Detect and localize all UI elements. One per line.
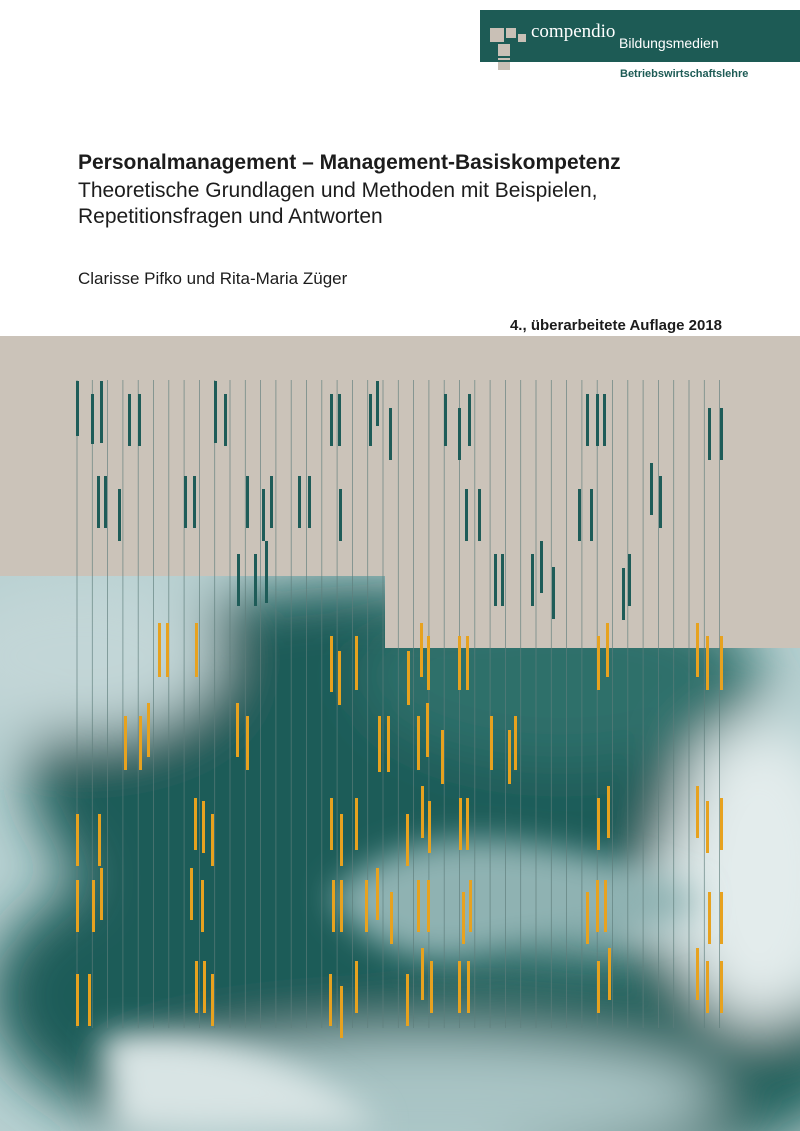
art-bar <box>203 961 206 1013</box>
art-bar <box>202 801 205 853</box>
art-bar <box>427 880 430 932</box>
art-bar <box>427 636 430 690</box>
art-bar <box>76 974 79 1026</box>
art-bar <box>211 974 214 1026</box>
art-bar <box>720 408 723 460</box>
art-bar <box>708 408 711 460</box>
art-bar <box>236 703 239 757</box>
art-bar <box>720 636 723 690</box>
art-bar <box>441 730 444 784</box>
art-bar <box>340 880 343 932</box>
series-label: Betriebswirtschaftslehre <box>620 68 749 80</box>
art-bar <box>138 394 141 446</box>
cover-artwork-graphic <box>0 336 800 1131</box>
art-bar <box>469 880 472 932</box>
art-bar <box>466 636 469 690</box>
art-bar <box>376 381 379 426</box>
art-bar <box>458 408 461 460</box>
art-bar <box>365 880 368 932</box>
art-bar <box>608 948 611 1000</box>
art-bar <box>262 489 265 541</box>
art-bar <box>378 716 381 772</box>
book-authors: Clarisse Pifko und Rita-Maria Züger <box>78 269 348 288</box>
art-bar <box>428 801 431 853</box>
art-bar <box>597 636 600 690</box>
art-bar <box>190 868 193 920</box>
art-bar <box>421 948 424 1000</box>
art-bar <box>430 961 433 1013</box>
art-bar <box>696 948 699 1000</box>
art-bar <box>421 786 424 838</box>
art-bar <box>355 961 358 1013</box>
art-bar <box>369 394 372 446</box>
art-bar <box>622 568 625 620</box>
art-bar <box>458 636 461 690</box>
art-bar <box>339 489 342 541</box>
art-bar <box>387 716 390 772</box>
art-bar <box>696 786 699 838</box>
art-bar <box>467 961 470 1013</box>
art-bar <box>338 651 341 705</box>
art-bar <box>468 394 471 446</box>
art-bar <box>340 986 343 1038</box>
subtitle-line-1: Theoretische Grundlagen und Methoden mit Beispielen, <box>78 179 598 202</box>
art-bar <box>586 394 589 446</box>
art-bar <box>100 381 103 443</box>
art-bar <box>708 892 711 944</box>
art-bar <box>696 623 699 677</box>
cover-artwork <box>0 336 800 1131</box>
art-bar <box>201 880 204 932</box>
subtitle-line-2: Repetitionsfragen und Antworten <box>78 205 383 228</box>
art-bar <box>720 892 723 944</box>
art-bar <box>246 716 249 770</box>
art-bar <box>466 798 469 850</box>
art-bar <box>88 974 91 1026</box>
art-bar <box>128 394 131 446</box>
art-bar <box>578 489 581 541</box>
publisher-name: compendio <box>531 21 616 42</box>
art-bar <box>540 541 543 593</box>
publisher-logo-icon <box>490 28 530 72</box>
art-bar <box>417 716 420 770</box>
art-bar <box>254 554 257 606</box>
art-bar <box>650 463 653 515</box>
art-bar <box>355 636 358 690</box>
header-rule <box>480 60 800 62</box>
art-bar <box>659 476 662 528</box>
art-bar <box>376 868 379 920</box>
art-bar <box>270 476 273 528</box>
art-bar <box>607 786 610 838</box>
art-bar <box>104 476 107 528</box>
art-bar <box>194 798 197 850</box>
art-bar <box>91 394 94 444</box>
art-bar <box>211 814 214 866</box>
art-bar <box>246 476 249 528</box>
art-bar <box>76 814 79 866</box>
art-bar <box>508 730 511 784</box>
art-bar <box>330 798 333 850</box>
art-bar <box>195 623 198 677</box>
art-bar <box>158 623 161 677</box>
art-bar <box>606 623 609 677</box>
art-bar <box>706 636 709 690</box>
art-bar <box>389 408 392 460</box>
art-bar <box>501 554 504 606</box>
art-bar <box>329 974 332 1026</box>
book-subtitle <box>78 178 597 230</box>
art-bar <box>628 554 631 606</box>
art-bar <box>193 476 196 528</box>
art-bar <box>494 554 497 606</box>
art-bar <box>166 623 169 677</box>
art-bar <box>406 814 409 866</box>
art-bar <box>465 489 468 541</box>
art-bar <box>590 489 593 541</box>
art-bar <box>195 961 198 1013</box>
art-bar <box>184 476 187 528</box>
art-bar <box>720 798 723 850</box>
art-bar <box>98 814 101 866</box>
art-bar <box>298 476 301 528</box>
art-bar <box>426 703 429 757</box>
art-bar <box>420 623 423 677</box>
art-bar <box>514 716 517 770</box>
art-bar <box>417 880 420 932</box>
art-bar <box>100 868 103 920</box>
art-bar <box>147 703 150 757</box>
art-bar <box>597 961 600 1013</box>
art-bar <box>76 381 79 436</box>
art-bar <box>462 892 465 944</box>
art-bar <box>531 554 534 606</box>
art-bar <box>458 961 461 1013</box>
art-bar <box>118 489 121 541</box>
art-bar <box>124 716 127 770</box>
art-bar <box>308 476 311 528</box>
art-bar <box>706 801 709 853</box>
art-bar <box>340 814 343 866</box>
art-bar <box>214 381 217 443</box>
art-bar <box>355 798 358 850</box>
art-bar <box>552 567 555 619</box>
book-title: Personalmanagement – Management-Basiskompetenz <box>78 151 621 174</box>
art-bar <box>597 798 600 850</box>
art-bar <box>596 880 599 932</box>
art-bar <box>478 489 481 541</box>
art-bar <box>139 716 142 770</box>
art-bar <box>459 798 462 850</box>
art-bar <box>330 394 333 446</box>
art-bar <box>586 892 589 944</box>
art-bar <box>330 636 333 692</box>
publisher-subtitle: Bildungsmedien <box>619 35 719 51</box>
art-bar <box>92 880 95 932</box>
art-bar <box>490 716 493 770</box>
art-bar <box>390 892 393 944</box>
art-bar <box>332 880 335 932</box>
art-photo-area <box>0 576 800 1131</box>
book-edition: 4., überarbeitete Auflage 2018 <box>509 317 722 334</box>
art-bar <box>596 394 599 446</box>
art-bar <box>603 394 606 446</box>
art-bar <box>406 974 409 1026</box>
art-bar <box>265 541 268 603</box>
art-bar <box>76 880 79 932</box>
art-bar <box>338 394 341 446</box>
art-bar <box>444 394 447 446</box>
art-bar <box>407 651 410 705</box>
art-bar <box>237 554 240 606</box>
art-bar <box>97 476 100 528</box>
art-bar <box>604 880 607 932</box>
art-bar <box>720 961 723 1013</box>
art-bar <box>706 961 709 1013</box>
art-bar <box>224 394 227 446</box>
